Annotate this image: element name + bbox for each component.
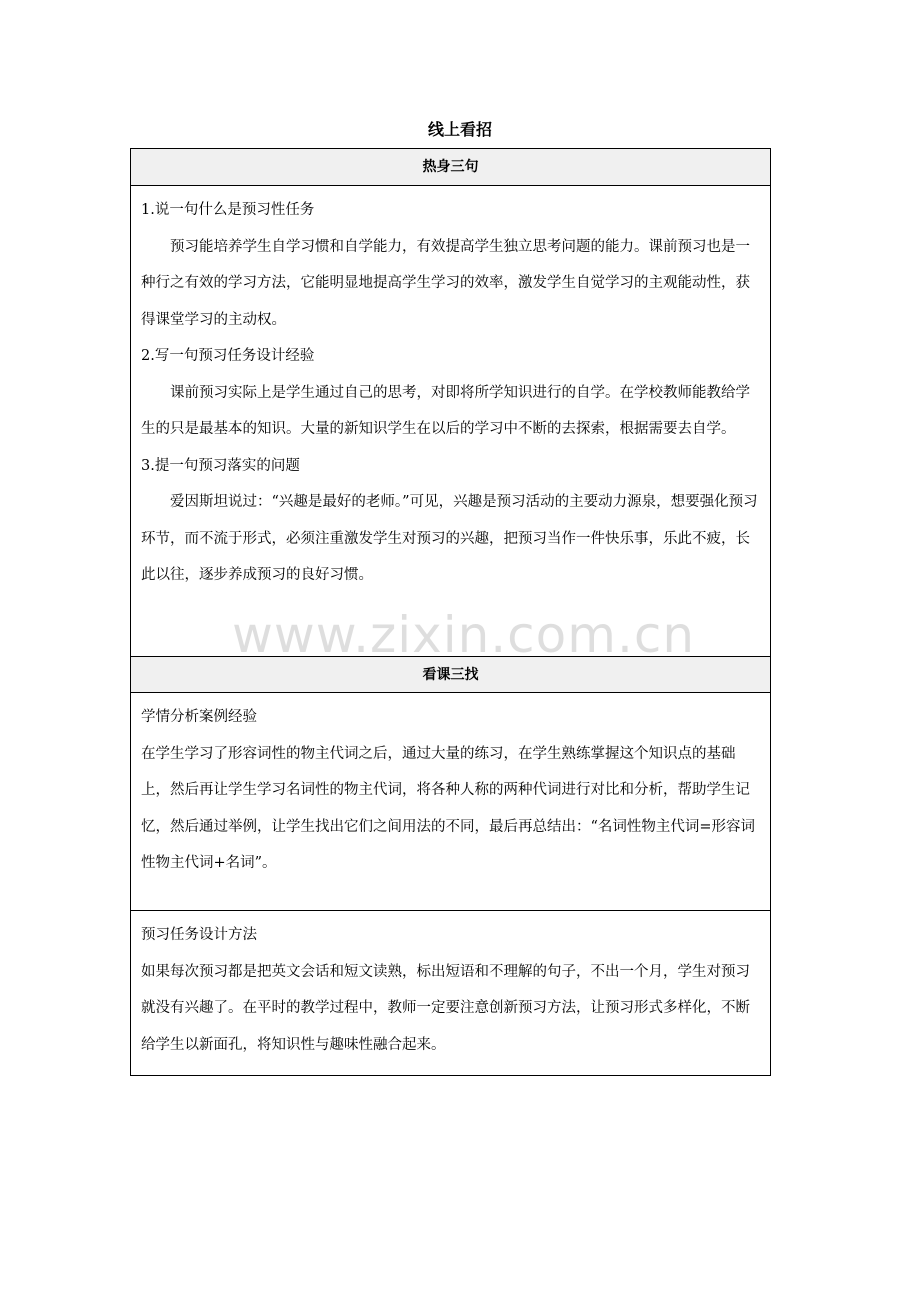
item-text: 在学生学习了形容词性的物主代词之后，通过大量的练习，在学生熟练掌握这个知识点的基础上，然后再让学生学习名词性的物主代词，将各种人称的两种代词进行对比和分析，帮助学生记忆，然后通过举例，让学生找出它们之间用法的不同，最后再总结出：“名词性物主代词=形容词性物主代词+名词”。	[141, 745, 756, 871]
section-header-watch: 看课三找	[131, 656, 770, 693]
document-title: 线上看招	[427, 120, 492, 139]
item-heading: 2.写一句预习任务设计经验	[141, 348, 315, 364]
item-text: 爱因斯坦说过：“兴趣是最好的老师。”可见，兴趣是预习活动的主要动力源泉，想要强化预习环节，而不流于形式，必须注重激发学生对预习的兴趣，把预习当作一件快乐事，乐此不疲，长此以往，逐步养成预习的良好习惯。	[141, 494, 758, 583]
learning-analysis-cell	[131, 693, 770, 911]
preview-method-cell	[131, 911, 770, 1075]
warmup-cell	[131, 186, 770, 656]
content-table	[130, 148, 771, 1076]
item-heading: 3.提一句预习落实的问题	[141, 457, 300, 474]
item-heading: 1.说一句什么是预习性任务	[141, 202, 315, 218]
item-text: 课前预习实际上是学生通过自己的思考，对即将所学知识进行的自学。在学校教师能教给学生的只是最基本的知识。大量的新知识学生在以后的学习中不断的去探索，根据需要去自学。	[141, 384, 750, 437]
section-header-warmup: 热身三句	[131, 149, 770, 186]
item-text: 预习能培养学生自学习惯和自学能力，有效提高学生独立思考问题的能力。课前预习也是一种行之有效的学习方法，它能明显地提高学生学习的效率，激发学生自觉学习的主观能动性，获得课堂学习的主动权。	[141, 238, 750, 328]
item-heading: 学情分析案例经验	[141, 709, 257, 725]
item-text: 如果每次预习都是把英文会话和短文读熟，标出短语和不理解的句子，不出一个月，学生对预习就没有兴趣了。在平时的教学过程中，教师一定要注意创新预习方法，让预习形式多样化，不断给学生以新面孔，将知识性与趣味性融合起来。	[141, 963, 750, 1053]
item-heading: 预习任务设计方法	[141, 927, 257, 943]
watermark: www.zixin.com.cn	[232, 606, 696, 664]
